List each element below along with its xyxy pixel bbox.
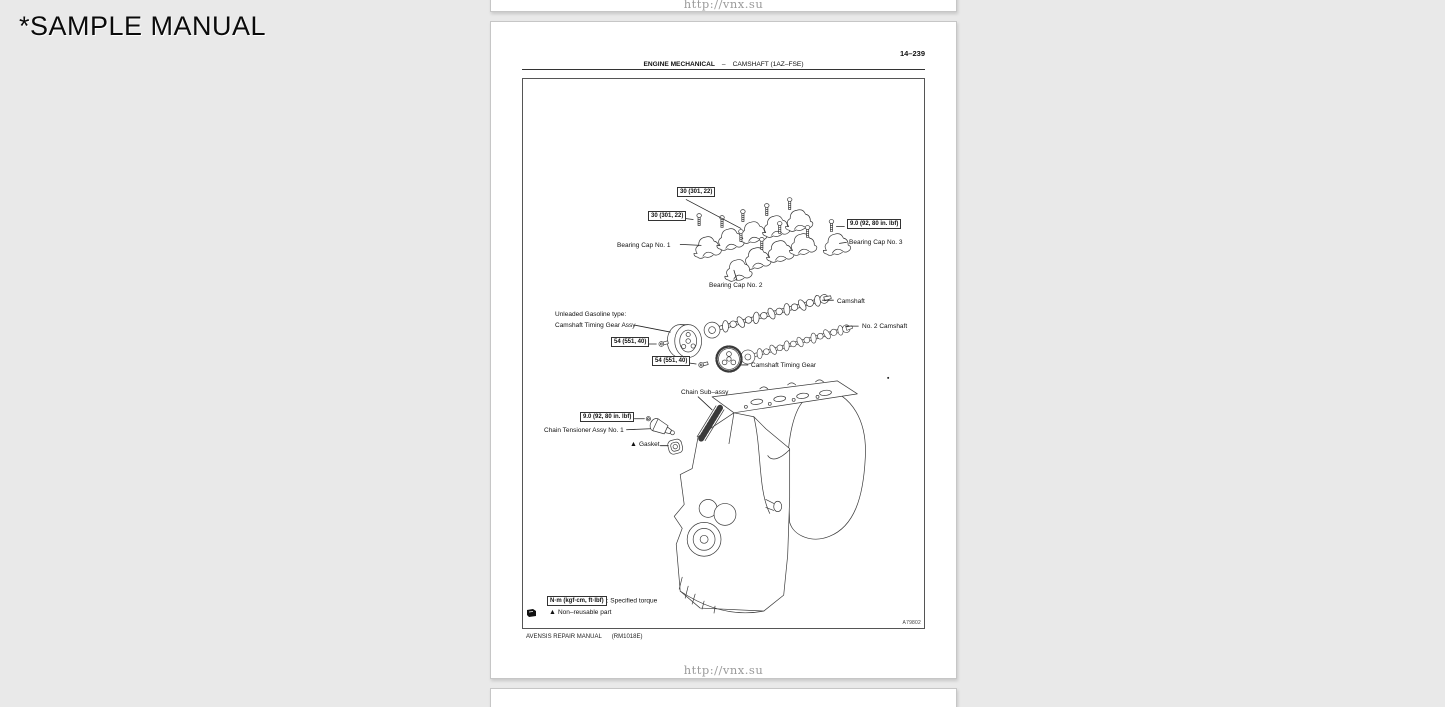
label-gasket: ▲ Gasket [630,441,660,448]
legend-torque-desc: : Specified torque [606,597,658,605]
label-bearing-cap-3: Bearing Cap No. 3 [849,239,903,246]
label-bearing-cap-1: Bearing Cap No. 1 [617,242,671,249]
legend-non-reusable-desc: Non–reusable part [557,609,612,616]
label-camshaft-timing-gear: Camshaft Timing Gear [751,362,817,369]
manual-page [490,21,957,679]
manual-code: (RM1018E) [611,634,643,640]
label-timing-gear-assy-line1: Unleaded Gasoline type: [555,311,627,318]
figure-box [522,78,925,629]
torque-label-30-left: 30 (301, 22) [648,211,686,221]
label-timing-gear-assy-line2: Camshaft Timing Gear Assy [555,322,636,329]
figure-code: A79802 [902,620,921,626]
label-chain-tensioner: Chain Tensioner Assy No. 1 [544,427,624,434]
engine-block-art [674,380,865,613]
page-number: 14–239 [899,49,925,58]
header-subsection: CAMSHAFT (1AZ–FSE) [732,61,804,68]
torque-label-9-tensioner: 9.0 (92, 80 in. lbf) [580,412,634,422]
bearing-caps-art [691,207,852,283]
site-watermark-top: http://vnx.su [683,0,764,11]
manual-footer [526,634,642,640]
torque-label-30-top: 30 (301, 22) [677,187,715,197]
previous-page [490,0,957,12]
page-header [522,61,925,68]
header-separator: – [721,61,726,68]
header-rule [522,69,925,70]
gasket-art [667,438,684,455]
label-bearing-cap-2: Bearing Cap No. 2 [709,282,763,289]
no2-camshaft-art [739,320,854,365]
legend-non-reusable [549,609,611,617]
camshaft-art [702,289,833,340]
exploded-view-drawing [523,79,924,628]
torque-label-54-upper: 54 (551, 40) [611,337,649,347]
next-page [490,688,957,707]
label-camshaft: Camshaft [837,298,865,305]
manual-name: AVENSIS REPAIR MANUAL [526,634,602,640]
timing-gear-art [717,347,742,372]
torque-label-9-right: 9.0 (92, 80 in. lbf) [847,219,901,229]
sample-manual-watermark: *SAMPLE MANUAL [19,11,267,41]
site-watermark-bottom: http://vnx.su [683,663,764,677]
non-reusable-triangle-icon: ▲ [630,441,637,448]
timing-gear-assy-art [667,325,701,358]
header-section: ENGINE MECHANICAL [643,61,715,68]
figure-note-icon [527,609,536,617]
legend-torque-unit-box: N·m (kgf·cm, ft·lbf) [547,596,607,606]
chain-tensioner-art [648,417,677,440]
legend-torque [547,596,657,606]
non-reusable-triangle-icon: ▲ [549,609,556,616]
torque-label-54-lower: 54 (551, 40) [652,356,690,366]
label-no2-camshaft: No. 2 Camshaft [862,323,908,330]
label-chain-subassy: Chain Sub–assy [681,389,729,396]
